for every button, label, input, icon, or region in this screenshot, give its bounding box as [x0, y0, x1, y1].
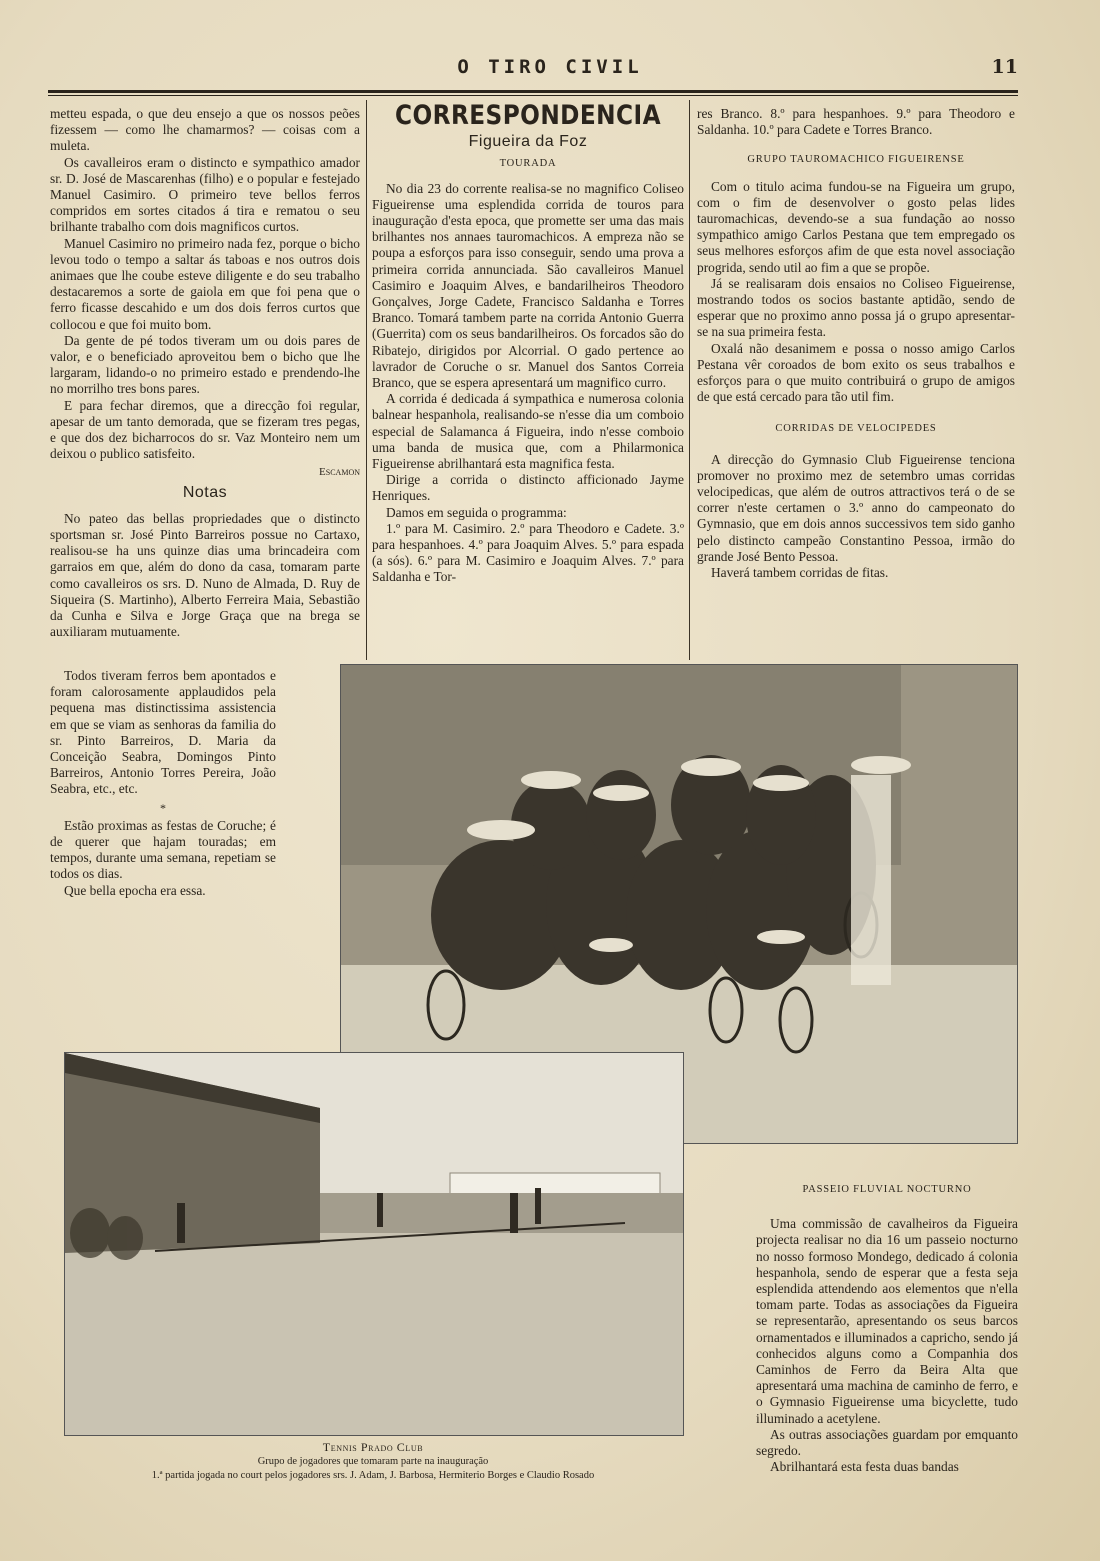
article-paragraph: Oxalá não desanimem e possa o nosso amigo Carlos Pestana vêr coroados de bom exito os seus trabalhos e esforços para o que muito contribuirá o grupo de amigos de que está cercado para tão util fim. — [697, 340, 1015, 405]
article-paragraph: No dia 23 do corrente realisa-se no magnifico Coliseo Figueirense uma esplendida corrida de touros para inauguração d'esta epoca, que promette ser uma das mais brilhantes nos annaes tauromachicos. A empreza não se poupa a esforços para isso conseguir, sendo uma prova a primeira corrida annunciada. São cavalleiros Manuel Casimiro e Joaquim Alves, e bandarilheiros Theodoro Gonçalves, Jorge Cadete, Francisco Saldanha e Torres Branco. Tomará tambem parte na corrida Antonio Guerra (Guerrita) com os seus bandarilheiros. Os forcados são do Ribatejo, dirigidos por Alcorrial. O gado pertence ao lavrador de Coruche o sr. Manuel dos Santos Correia Branco, que se espera apresentará um magnifico curro. — [372, 180, 684, 391]
article-paragraph: Dirige a corrida o distincto afficionado Jayme Henriques. — [372, 472, 684, 504]
article-paragraph: Manuel Casimiro no primeiro nada fez, porque o bicho levou todo o tempo a saltar ás taboas e nos outros dois animaes que lhe coube esteve diligente e do seu trabalho destacaremos a sorte de gaiola em que foi pena que o ferro ficasse descahido e um dos dois ferros curtos que collocou e que foi muito bom. — [50, 235, 360, 332]
publication-title: O TIRO CIVIL — [457, 56, 643, 78]
article-paragraph: Com o titulo acima fundou-se na Figueira um grupo, com o fim de desenvolver o gosto pelas lides tauromachicas, devendo-se a sua fundação ao nosso sympathico amigo Carlos Pestana que tem empregado os seus melhores esforços afim de que esta novel associação progrida, sendo util ao fim a que se propõe. — [697, 178, 1015, 275]
article-paragraph: Todos tiveram ferros bem apontados e foram calorosamente applaudidos pela pequena mas distinctissima assistencia em que se viam as senhoras da familia do sr. Pinto Barreiros, D. Maria da Conceição Seabra, Domingos Pinto Barreiros, Antonio Torres Pereira, João Seabra, etc., etc. — [50, 668, 276, 797]
section-separator-star: * — [160, 800, 166, 815]
article-paragraph: res Branco. 8.º para hespanhoes. 9.º para Theodoro e Saldanha. 10.º para Cadete e Torres Branco. — [697, 106, 1015, 138]
article-paragraph: A corrida é dedicada á sympathica e numerosa colonia balnear hespanhola, realisando-se n'esse dia um comboio especial de Salamanca á Figueira, indo n'esse comboio uma banda de musica que, com a Philarmonica Figueirense abrilhantará esta magnifica festa. — [372, 391, 684, 472]
article-paragraph: Os cavalleiros eram o distincto e sympathico amador sr. D. José de Mascarenhas (filho) e o popular e festejado Manuel Casimiro. O primeiro teve bellos ferros compridos em sortes citados á tira e rematou o seu brilhante trabalho com dois magnificos curtos. — [50, 154, 360, 235]
article-paragraph: A direcção do Gymnasio Club Figueirense tenciona promover no proximo mez de setembro umas corridas velocipedicas, que além de outros attractivos terá o de se correr n'este certamen o 3.º anno do campeonato do Gymnasio, que em dois annos successivos tem sido ganho pelo distincto campeão Constantino Pessoa, irmão do grande José Bento Pessoa. — [697, 451, 1015, 564]
article-paragraph: As outras associações guardam por emquanto segredo. — [756, 1426, 1018, 1459]
page-number: 11 — [991, 56, 1018, 78]
article-paragraph: metteu espada, o que deu ensejo a que os nossos peões fizessem — como lhe chamarmos? — coisas com a muleta. — [50, 106, 360, 154]
tennis-court-photograph — [64, 1052, 684, 1436]
article-column-4 — [756, 1178, 1018, 1475]
column-divider — [689, 100, 690, 660]
article-paragraph: Da gente de pé todos tiveram um ou dois pares de valor, e o beneficiado aproveitou bem o bicho que lhe largaram, lidando-o no primeiro estado e prendendo-lhe no morrilho tres bons pares. — [50, 332, 360, 397]
header-rule-thin — [48, 95, 1018, 96]
masthead — [46, 48, 1054, 88]
header-rule-thick — [48, 90, 1018, 93]
article-column-2 — [372, 100, 684, 586]
section-heading-notas: Notas — [182, 483, 228, 501]
article-paragraph: Que bella epocha era essa. — [64, 882, 206, 898]
article-column-1-narrow — [50, 668, 276, 899]
article-paragraph: No pateo das bellas propriedades que o distincto sportsman sr. José Pinto Barreiros possue no Cartaxo, realisou-se ha uns quinze dias uma brincadeira com garraios em que, além do dono da casa, tomaram parte como cavalleiros os srs. D. Nuno de Almada, D. Ruy de Siqueira (S. Martinho), Alberto Ferreira Maia, Sebastião da Cunha e Silva e Jorge Graça que na brega se auxiliaram mutuamente. — [50, 510, 360, 640]
figueira-subheading: Figueira da Foz — [468, 133, 588, 151]
article-paragraph: Damos em seguida o programma: — [386, 504, 567, 520]
photo-caption — [64, 1440, 682, 1483]
article-column-3 — [697, 106, 1015, 581]
column-divider — [366, 100, 367, 660]
correspondencia-heading: CORRESPONDENCIA — [394, 100, 661, 131]
article-paragraph: 1.º para M. Casimiro. 2.º para Theodoro e Cadete. 3.º para hespanhoes. 4.º para Joaquim Alves. 5.º para espada (a sós). 6.º para M. Casimiro e Joaquim Alves. 7.º para Saldanha e Tor- — [372, 520, 684, 585]
article-paragraph: E para fechar diremos, que a direcção foi regular, apesar de um tanto demorada, que se fizeram tres pegas, e que dos dez bicharrocos do sr. Vaz Monteiro nem um deixou o publico satisfeito. — [50, 397, 360, 462]
tennis-court-illustration — [65, 1053, 683, 1435]
article-column-1 — [50, 106, 360, 641]
velocipedes-heading: CORRIDAS DE VELOCIPEDES — [775, 423, 937, 435]
caption-title: Tennis Prado Club — [322, 1440, 424, 1454]
article-paragraph: Haverá tambem corridas de fitas. — [711, 565, 889, 581]
passeio-heading: PASSEIO FLUVIAL NOCTURNO — [802, 1184, 972, 1195]
grupo-heading: GRUPO TAUROMACHICO FIGUEIRENSE — [747, 154, 965, 166]
caption-line: Grupo de jogadores que tomaram parte na inauguração — [257, 1456, 489, 1467]
article-paragraph: Já se realisaram dois ensaios no Coliseo Figueirense, mostrando todos os socios bastante aptidão, sendo de esperar que no proximo anno possa já o grupo apresentar-se na sua primeira festa. — [697, 275, 1015, 340]
author-signature: Escamon — [319, 466, 360, 479]
article-paragraph: Abrilhantará esta festa duas bandas — [770, 1459, 959, 1475]
article-paragraph: Uma commissão de cavalheiros da Figueira projecta realisar no dia 16 um passeio nocturno no nosso formoso Mondego, dedicado á colonia hespanhola, sendo de esperar que a festa seja esplendida attendendo aos elementos que n'ella tomam parte. Todas as associações da Figueira se representarão, apresentando os seus barcos ornamentados e illuminados a capricho, sendo já conhecidos alguns como a Companhia dos Caminhos de Ferro da Beira Alta que apresentará uma machina de caminho de ferro, e o Gymnasio Figueirense uma bicyclette, tudo illuminado a acetylene. — [756, 1216, 1018, 1426]
tourada-kicker: TOURADA — [499, 158, 557, 170]
caption-line: 1.ª partida jogada no court pelos jogadores srs. J. Adam, J. Barbosa, Hermiterio Borges e Claudio Rosado — [151, 1470, 595, 1481]
article-paragraph: Estão proximas as festas de Coruche; é de querer que hajam touradas; em tempos, durante uma semana, repetiam se todos os dias. — [50, 817, 276, 882]
